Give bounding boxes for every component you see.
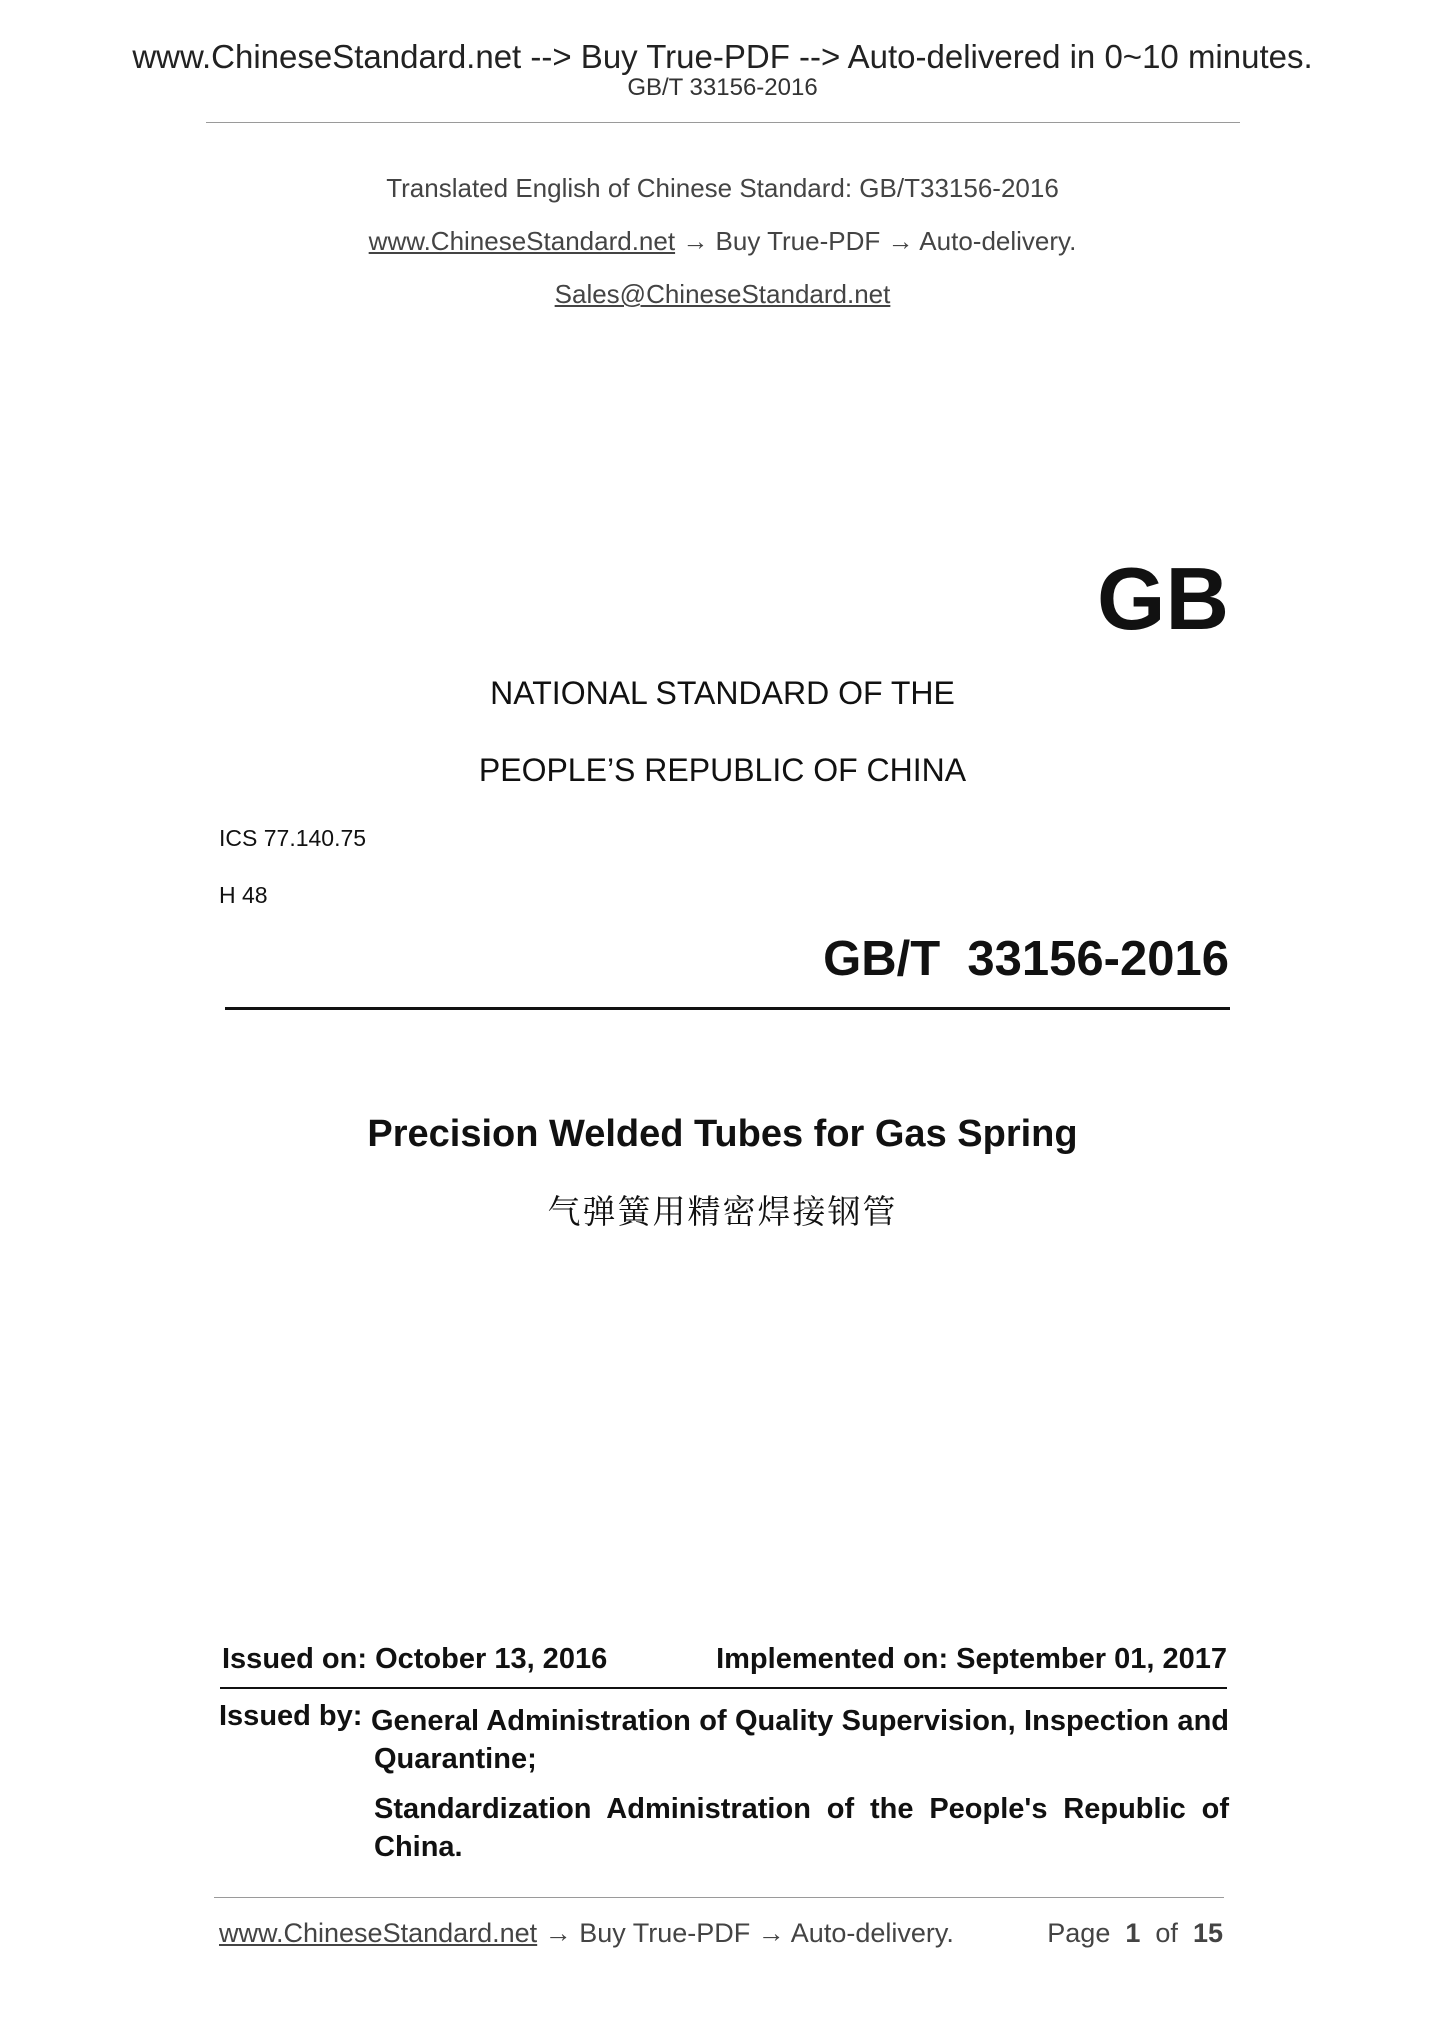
of-label: of <box>1155 1918 1178 1948</box>
issuer-1-line-2: Quarantine; <box>374 1743 537 1775</box>
issuers-block <box>371 1702 1229 1866</box>
site-link[interactable]: www.ChineseStandard.net <box>368 226 676 256</box>
page-indicator <box>1047 1920 1223 1947</box>
sales-line <box>0 281 1445 307</box>
arrow-icon: → <box>544 1918 572 1948</box>
footer-delivery-line <box>219 1920 954 1947</box>
translated-note: Translated English of Chinese Standard: GB/T33156-2016 <box>386 173 1059 203</box>
delivery-line <box>0 228 1445 254</box>
top-banner: www.ChineseStandard.net --> Buy True-PDF --> Auto-delivered in 0~10 minutes. <box>132 38 1313 75</box>
page-total: 15 <box>1192 1918 1223 1948</box>
issuer-1-line-1: General Administration of Quality Supervision, Inspection and <box>371 1705 1229 1737</box>
national-standard-line-1: NATIONAL STANDARD OF THE <box>490 675 955 711</box>
national-standard-line-2: PEOPLE’S REPUBLIC OF CHINA <box>478 752 967 788</box>
sales-email-link[interactable]: Sales@ChineseStandard.net <box>554 279 891 309</box>
arrow-icon: → <box>887 226 914 256</box>
standard-number: GB/T 33156-2016 <box>823 932 1229 986</box>
running-header-code: GB/T 33156-2016 <box>627 74 818 101</box>
arrow-icon: → <box>757 1918 785 1948</box>
footer-site-link[interactable]: www.ChineseStandard.net <box>219 1918 538 1948</box>
title-chinese: 气弹簧用精密焊接钢管 <box>547 1192 898 1231</box>
title-english: Precision Welded Tubes for Gas Spring <box>367 1113 1078 1155</box>
gb-mark: GB <box>1097 549 1229 648</box>
implemented-on-date: Implemented on: September 01, 2017 <box>716 1643 1227 1675</box>
footer-divider <box>214 1897 1224 1898</box>
issued-by-label: Issued by: <box>219 1700 363 1732</box>
page-label: Page <box>1047 1918 1111 1948</box>
page-current: 1 <box>1125 1918 1141 1948</box>
standard-number-rule <box>225 1007 1230 1010</box>
arrow-icon: → <box>682 226 709 256</box>
footer-delivery-text: Auto-delivery. <box>790 1918 954 1948</box>
dates-rule <box>220 1687 1227 1689</box>
h-code: H 48 <box>219 882 268 908</box>
delivery-text: Auto-delivery. <box>919 226 1077 256</box>
footer-buy-text: Buy True-PDF <box>579 1918 751 1948</box>
issuer-2: Standardization Administration of the People's Republic of China. <box>374 1793 1229 1863</box>
header-divider <box>206 122 1240 123</box>
issued-on-date: Issued on: October 13, 2016 <box>222 1643 608 1675</box>
buy-text: Buy True-PDF <box>715 226 881 256</box>
ics-code: ICS 77.140.75 <box>219 825 367 851</box>
